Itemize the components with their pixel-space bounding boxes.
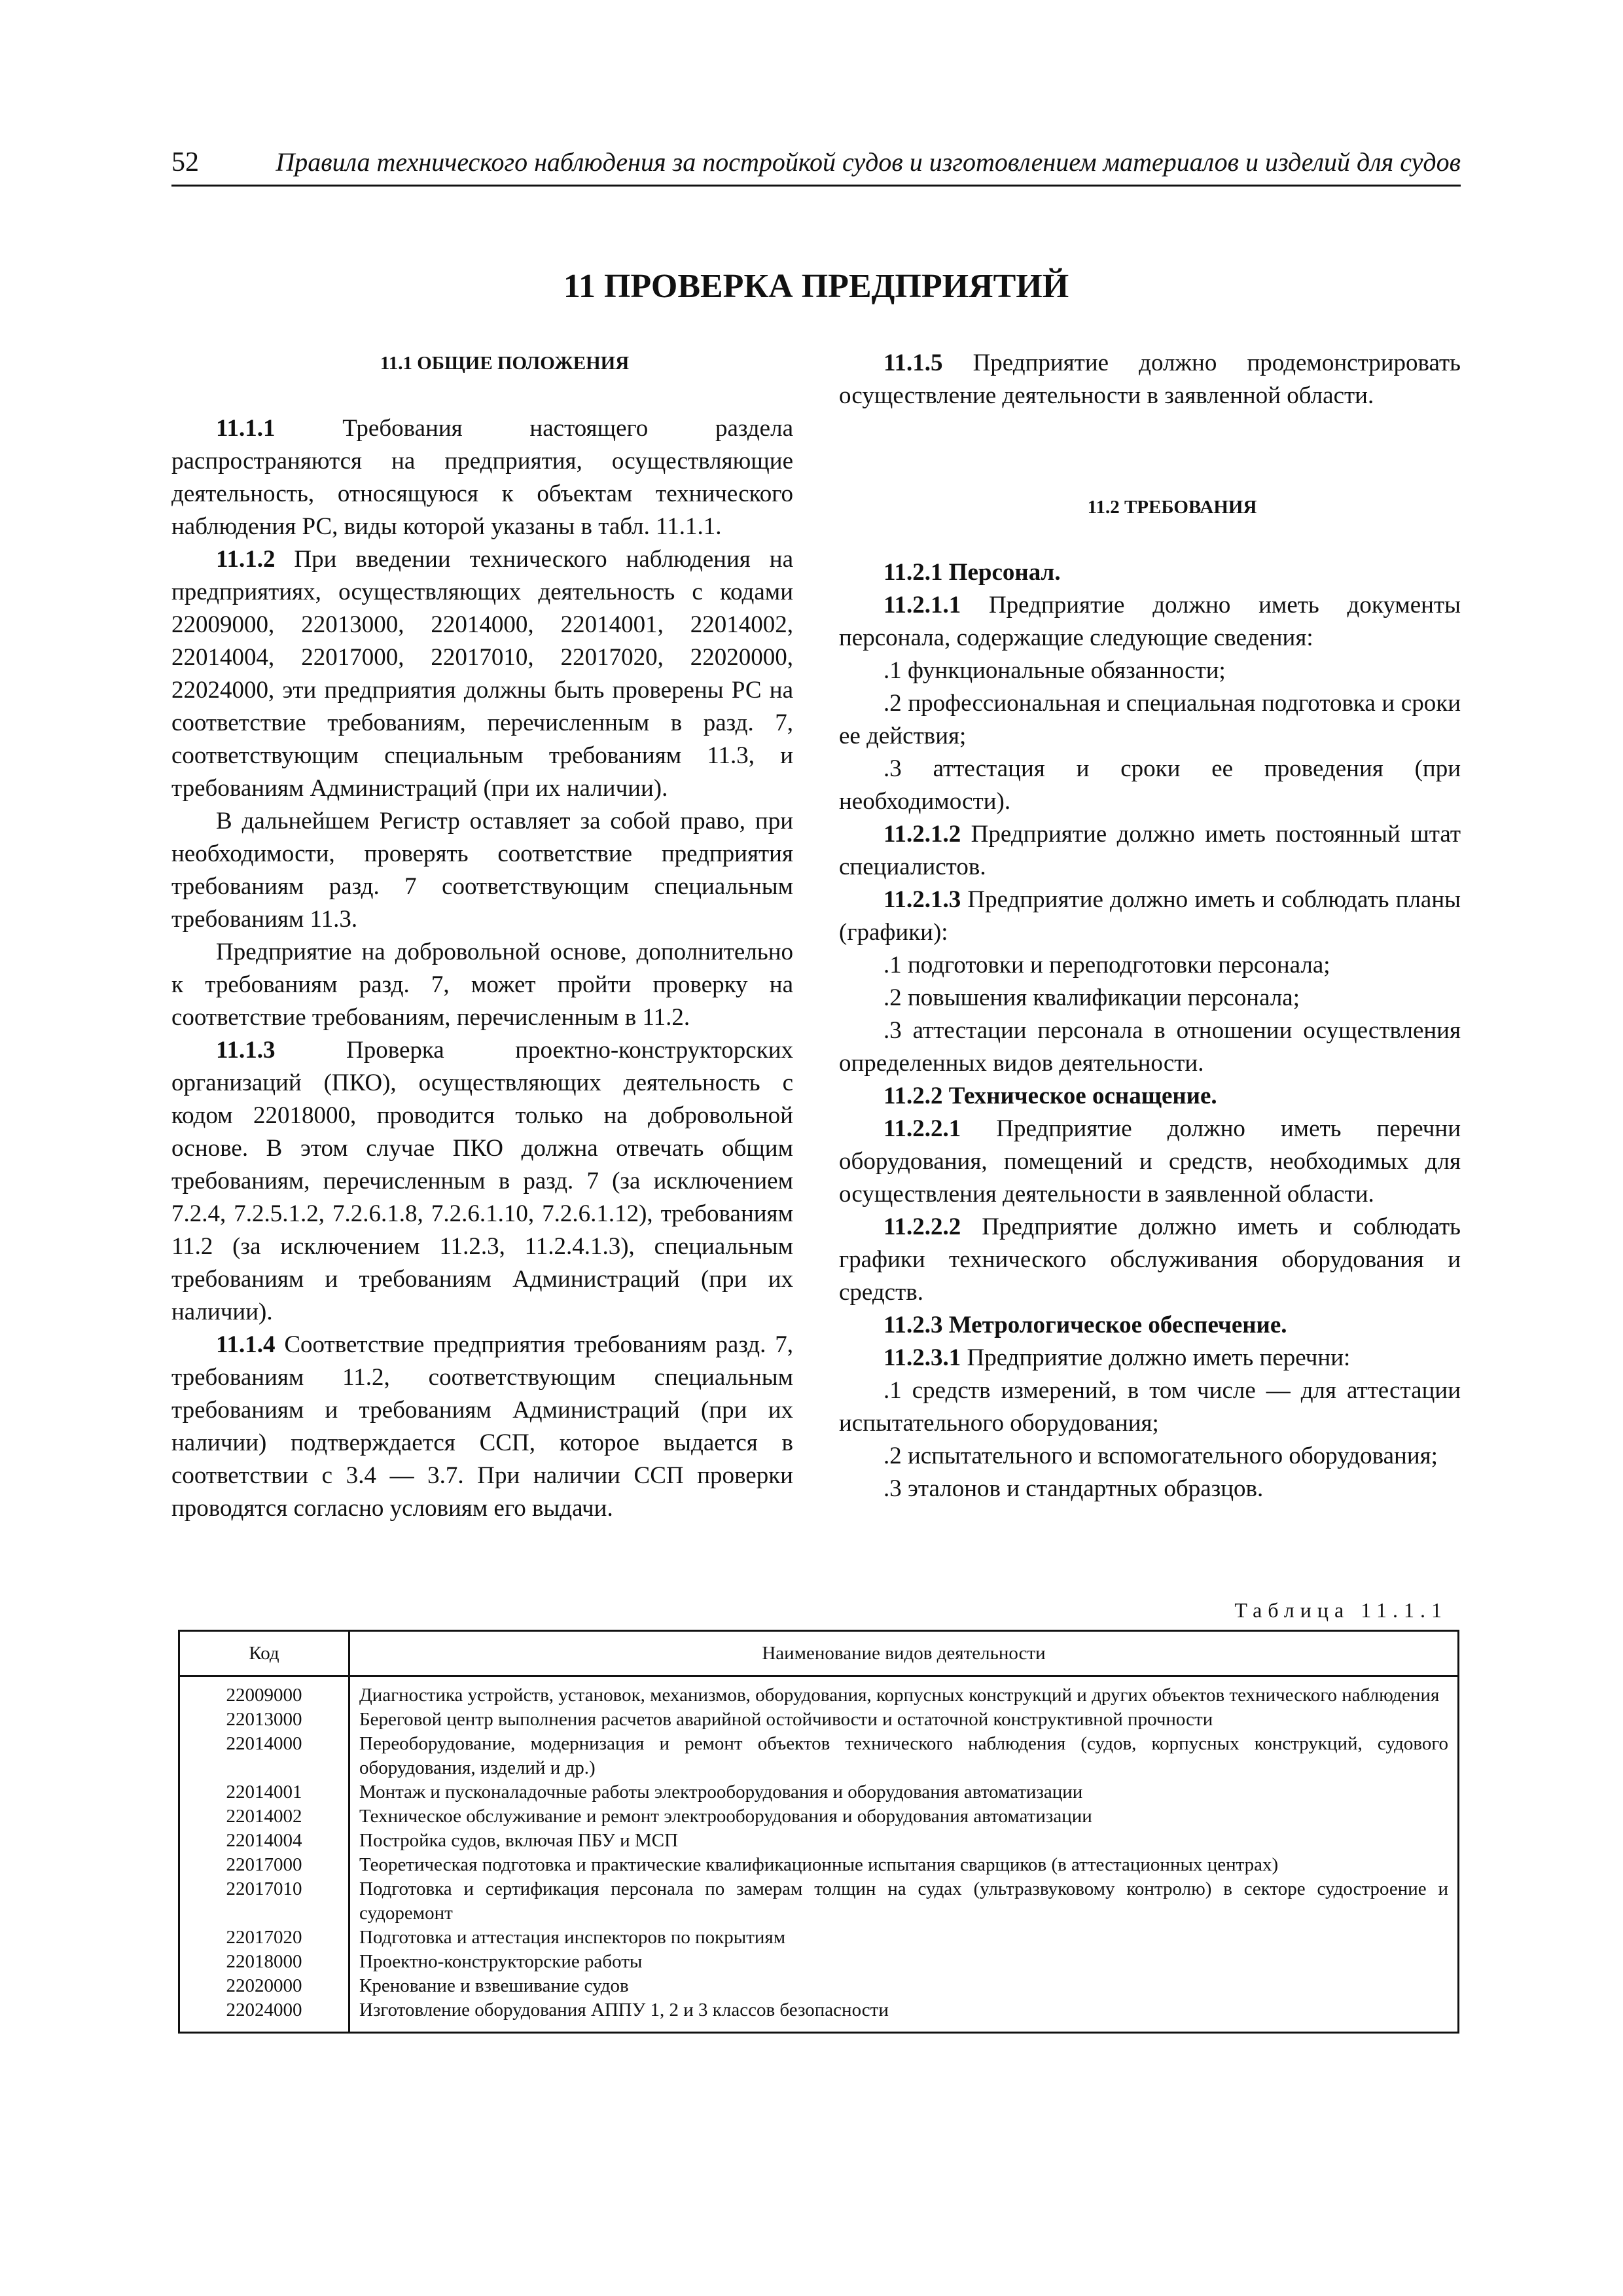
section-heading-general: 11.1 ОБЩИЕ ПОЛОЖЕНИЯ [380,353,630,374]
cell-code: 22020000 [179,1974,349,1998]
clause-number: 11.2.1.1 [883,592,961,619]
table-row [179,1926,1459,1950]
cell-code: 22017000 [179,1853,349,1877]
paragraph-register-right: В дальнейшем Регистр оставляет за собой право, при необходимости, проверять соответствие предприятия требованиям разд. 7 соответствующим специальным требованиям 11.3. [171,808,793,933]
clause-text: Предприятие должно иметь документы персонала, содержащие следующие сведения: [839,592,1461,651]
clause-number: 11.2.2.1 [883,1115,961,1142]
clause-11-2-2-1 [839,1113,1461,1211]
clause-11-2-1-3 [839,884,1461,949]
clause-text: Предприятие должно иметь постоянный штат специалистов. [839,821,1461,880]
subsection-metrology: 11.2.3 Метрологическое обеспечение. [883,1312,1287,1338]
cell-code: 22013000 [179,1708,349,1732]
cell-activity: Теоретическая подготовка и практические квалификационные испытания сварщиков (в аттестационных центрах) [349,1853,1459,1877]
clause-text: Требования настоящего раздела распространяются на предприятия, осуществляющие деятельность, относящуюся к объектам технического наблюдения РС, виды которой указаны в табл. 11.1.1. [171,415,793,540]
cell-code: 22014000 [179,1732,349,1780]
clause-number: 11.2.1.2 [883,821,961,848]
subsection-personnel: 11.2.1 Персонал. [883,559,1061,586]
clause-11-1-1 [171,412,793,543]
cell-activity: Монтаж и пусконаладочные работы электрооборудования и оборудования автоматизации [349,1780,1459,1804]
cell-code: 22009000 [179,1676,349,1708]
clause-number: 11.2.2.2 [883,1213,961,1240]
cell-activity: Береговой центр выполнения расчетов аварийной остойчивости и остаточной конструктивной прочности [349,1708,1459,1732]
clause-11-1-3 [171,1034,793,1329]
cell-activity: Изготовление оборудования АППУ 1, 2 и 3 классов безопасности [349,1998,1459,2033]
clause-text: Соответствие предприятия требованиям разд. 7, требованиям 11.2, соответствующим специальным требованиям и требованиям Администраций (при их наличии) подтверждается ССП, которое выдается в соответствии с 3.4 — 3.7. При наличии ССП проверки проводятся согласно условиям его выдачи. [171,1331,793,1522]
table-header-row [179,1631,1459,1676]
cell-activity: Проектно-конструкторские работы [349,1950,1459,1974]
header-activity-name: Наименование видов деятельности [349,1631,1459,1676]
table-caption: Таблица 11.1.1 [1234,1598,1448,1622]
cell-activity: Диагностика устройств, установок, механизмов, оборудования, корпусных конструкций и других объектов технического наблюдения [349,1676,1459,1708]
clause-text: Предприятие должно продемонстрировать осуществление деятельности в заявленной области. [839,350,1461,409]
chapter-title: 11 ПРОВЕРКА ПРЕДПРИЯТИЙ [563,268,1069,305]
cell-activity: Переоборудование, модернизация и ремонт объектов технического наблюдения (судов, корпусных конструкций, судового оборудования, изделий и др.) [349,1732,1459,1780]
cell-code: 22018000 [179,1950,349,1974]
subsection-equipment: 11.2.2 Техническое оснащение. [883,1083,1217,1109]
list-item: .2 профессиональная и специальная подготовка и сроки ее действия; [839,690,1461,749]
clause-11-2-1-2 [839,818,1461,884]
cell-activity: Подготовка и аттестация инспекторов по покрытиям [349,1926,1459,1950]
clause-11-1-2 [171,543,793,805]
clause-11-1-5 [839,347,1461,412]
cell-activity: Техническое обслуживание и ремонт электрооборудования и оборудования автоматизации [349,1804,1459,1829]
table-row [179,1950,1459,1974]
table-row [179,1780,1459,1804]
table-row [179,1708,1459,1732]
right-column [839,347,1461,1505]
table-row [179,1998,1459,2033]
section-heading-requirements: 11.2 ТРЕБОВАНИЯ [1087,497,1257,518]
clause-text: При введении технического наблюдения на предприятиях, осуществляющих деятельность с кодами 22009000, 22013000, 22014000, 22014001, 22014002, 22014004, 22017000, 22017010, 22017020, 22020000, 22024000, эти предприятия должны быть проверены РС на соответствие требованиям, перечисленным в разд. 7, соответствующим специальным требованиям 11.3, и требованиям Администраций (при их наличии). [171,546,793,802]
cell-code: 22014001 [179,1780,349,1804]
list-item: .3 аттестация и сроки ее проведения (при необходимости). [839,755,1461,815]
cell-code: 22017010 [179,1877,349,1926]
activities-table [178,1630,1459,2034]
cell-code: 22014002 [179,1804,349,1829]
list-item: .1 функциональные обязанности; [883,657,1226,684]
cell-code: 22024000 [179,1998,349,2033]
table-row [179,1676,1459,1708]
clause-text: Проверка проектно-конструкторских организаций (ПКО), осуществляющих деятельность с кодом 22018000, проводится только на добровольной основе. В этом случае ПКО должна отвечать общим требованиям, перечисленным в разд. 7 (за исключением 7.2.4, 7.2.5.1.2, 7.2.6.1.8, 7.2.6.1.10, 7.2.6.1.12), требованиям 11.2 (за исключением 11.2.3, 11.2.4.1.3), специальным требованиям и требованиям Администраций (при их наличии). [171,1037,793,1325]
clause-text: Предприятие должно иметь и соблюдать графики технического обслуживания оборудования и средств. [839,1213,1461,1306]
cell-activity: Подготовка и сертификация персонала по замерам толщин на судах (ультразвуковому контролю) в секторе судостроение и судоремонт [349,1877,1459,1926]
clause-number: 11.1.1 [216,415,276,442]
page-header [171,145,1461,187]
table-row [179,1877,1459,1926]
list-item: .3 аттестации персонала в отношении осуществления определенных видов деятельности. [839,1017,1461,1077]
clause-number: 11.1.4 [216,1331,276,1358]
clause-number: 11.1.3 [216,1037,276,1064]
clause-text: Предприятие должно иметь перечни оборудования, помещений и средств, необходимых для осуществления деятельности в заявленной области. [839,1115,1461,1208]
page-number: 52 [171,147,199,177]
clause-text: Предприятие должно иметь и соблюдать планы (графики): [839,886,1461,946]
clause-text: Предприятие должно иметь перечни: [961,1344,1351,1371]
cell-code: 22017020 [179,1926,349,1950]
clause-11-1-4 [171,1329,793,1525]
table-row [179,1732,1459,1780]
clause-number: 11.1.5 [883,350,943,376]
table-row [179,1804,1459,1829]
list-item: .1 средств измерений, в том числе — для аттестации испытательного оборудования; [839,1377,1461,1437]
cell-activity: Постройка судов, включая ПБУ и МСП [349,1829,1459,1853]
clause-number: 11.2.1.3 [883,886,961,913]
clause-number: 11.2.3.1 [883,1344,961,1371]
running-title: Правила технического наблюдения за постройкой судов и изготовлением материалов и изделий для судов [276,147,1461,177]
table-row [179,1974,1459,1998]
list-item: .3 эталонов и стандартных образцов. [883,1475,1264,1502]
clause-11-2-2-2 [839,1211,1461,1309]
list-item: .2 повышения квалификации персонала; [883,984,1300,1011]
cell-code: 22014004 [179,1829,349,1853]
header-code: Код [179,1631,349,1676]
left-column [171,347,793,1525]
list-item: .2 испытательного и вспомогательного оборудования; [883,1443,1438,1469]
table-row [179,1829,1459,1853]
table-row [179,1853,1459,1877]
paragraph-voluntary-check: Предприятие на добровольной основе, дополнительно к требованиям разд. 7, может пройти проверку на соответствие требованиям, перечисленным в 11.2. [171,939,793,1031]
clause-11-2-1-1 [839,589,1461,655]
list-item: .1 подготовки и переподготовки персонала; [883,952,1330,978]
clause-number: 11.1.2 [216,546,276,573]
cell-activity: Кренование и взвешивание судов [349,1974,1459,1998]
clause-11-2-3-1 [839,1342,1461,1374]
